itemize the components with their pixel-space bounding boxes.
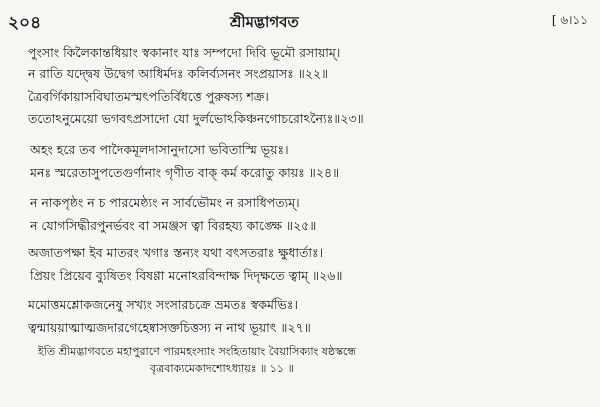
verse-line: পুংসাং কিলৈকান্তধিয়াং স্বকানাং যাঃ সম্পদো দিবি ভূমৌ রসায়াম্। — [28, 45, 341, 60]
verse-line: ন রাতি যদ্দ্বেষ উদ্বেগ আধির্মদঃ কলির্ব্যসনং সংপ্রয়াসঃ ॥২২॥ — [28, 66, 329, 81]
colophon-line: বৃত্রবাক্যমেকাদশোঽধ্যায়ঃ ॥ ১১ ॥ — [150, 362, 294, 375]
verse-line: অজাতপক্ষা ইব মাতরং খগাঃ স্তন্যং যথা বৎসতরাঃ ক্ষুধার্তাঃ। — [28, 245, 324, 260]
verse-line: মনঃ স্মরেতাসুপতেগুর্ণানাং গৃণীত বাক্ কর্ম করোতু কায়ঃ ॥২৪॥ — [30, 165, 340, 180]
verse-line: ত্বন্মায়য়াত্মাত্মজদারগেহেষ্বাসক্তচিত্তস্য ন নাথ ভূয়াৎ ॥২৭॥ — [28, 320, 311, 335]
verse-line: মমোত্তমশ্লোকজনেষু সখ্যং সংসারচক্রে ভ্রমতঃ স্বকর্মভিঃ। — [28, 297, 298, 312]
page-header — [0, 10, 600, 34]
verse-line: ততোঽনুমেয়ো ভগবৎপ্রসাদো যো দুর্লভোঽকিঞ্চনগোচরোঽন্যৈঃ॥২৩॥ — [28, 111, 364, 126]
verse-line: ন নাকপৃষ্ঠং ন চ পারমেষ্ঠ্যং ন সার্বভৌমং ন রসাধিপত্যম্। — [30, 195, 300, 210]
verse-line: অহং হরে তব পাদৈকমূলদাসানুদাসো ভবিতাস্মি ভূয়ঃ। — [30, 142, 289, 157]
page-title: শ্রীমদ্ভাগবত — [230, 13, 299, 31]
chapter-reference: [ ৬।১১ — [551, 13, 588, 27]
verse-line: ন যোগসিদ্ধীরপুনর্ভবং বা সমঞ্জস ত্বা বিরহয্য কাঙ্ক্ষে ॥২৫॥ — [30, 218, 317, 233]
verse-line: প্রিয়ং প্রিয়েব ব্যুষিতং বিষণ্ণা মনোঽরবিন্দাক্ষ দিদৃক্ষতে ত্বাম্ ॥২৬॥ — [30, 268, 343, 283]
colophon-line: ইতি শ্রীমদ্ভাগবতে মহাপুরাণে পারমহংস্যাং সংহিতায়াং বৈয়াসিক্যাং ষষ্ঠস্কন্ধে — [38, 345, 357, 358]
verse-line: ত্রৈবর্গিকায়াসবিঘাতমস্মৎপতির্বিধত্তে পুরুষস্য শক্র। — [28, 89, 269, 104]
page-number: ২০৪ — [8, 13, 42, 33]
